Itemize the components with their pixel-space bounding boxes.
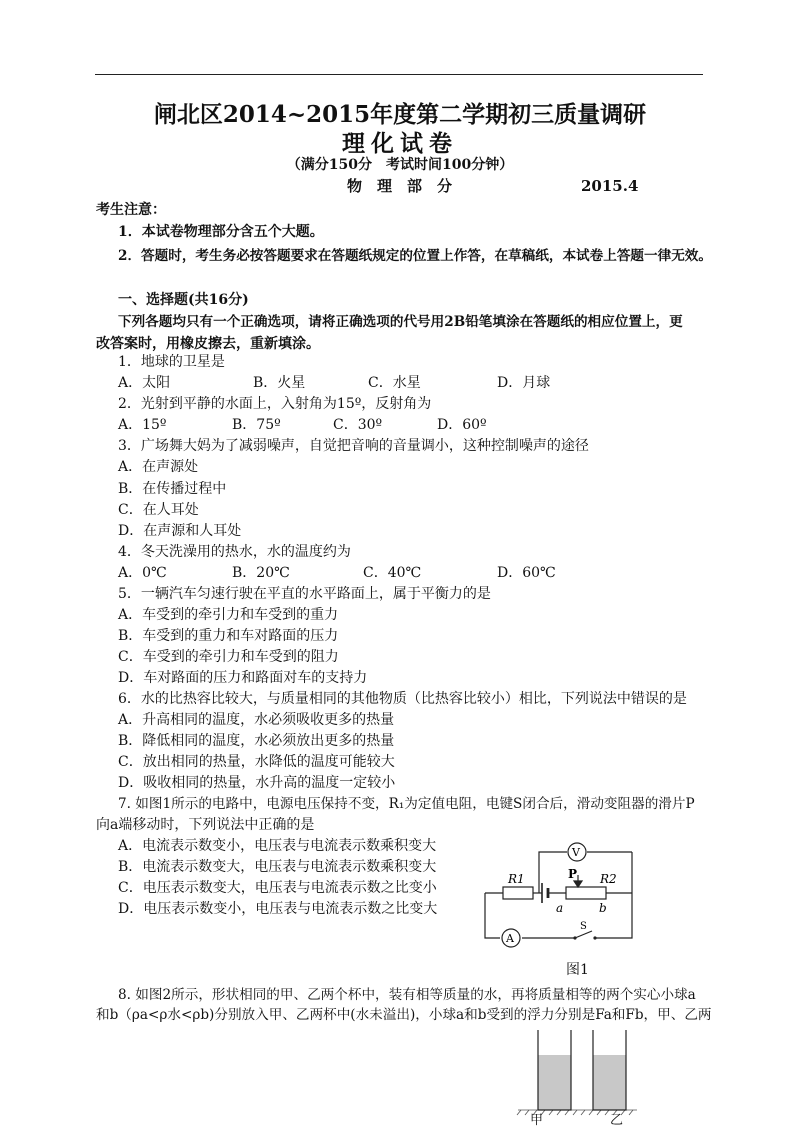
top-rule (95, 74, 703, 75)
q3-option-d: D．在声源和人耳处 (118, 523, 242, 539)
part1-heading: 一、选择题(共16分) (118, 292, 249, 308)
slider-label: P (568, 867, 578, 881)
resistor-r1 (503, 887, 533, 899)
q8-stem-2: 和b（ρa<ρ水<ρb)分别放入甲、乙两杯中(水未溢出)，小球a和b受到的浮力分别是Fa和Fb，甲、乙两 (96, 1007, 712, 1023)
q7-stem-2: 向a端移动时，下列说法中正确的是 (96, 817, 315, 833)
cup-left-water (538, 1055, 571, 1110)
terminal-a-label: a (556, 901, 564, 915)
part1-instruction-1: 下列各题均只有一个正确选项，请将正确选项的代号用2B铅笔填涂在答题纸的相应位置上，更 (118, 314, 683, 330)
q7-stem-1: 7. 如图1所示的电路中，电源电压保持不变，R₁为定值电阻，电键S闭合后，滑动变阻器的滑片P (118, 796, 695, 812)
q4-option-a: A．0℃ (118, 565, 167, 581)
q6-option-a: A．升高相同的温度，水必须吸收更多的热量 (118, 712, 395, 728)
q3-option-b: B．在传播过程中 (118, 481, 227, 497)
q5-option-c: C．车受到的牵引力和车受到的阻力 (118, 649, 339, 665)
q2-stem: 2．光射到平静的水面上，入射角为15º，反射角为 (118, 396, 432, 412)
exam-subtitle: （满分150分 考试时间100分钟） (286, 157, 514, 173)
q7-option-d: D．电压表示数变小，电压表与电流表示数之比变大 (118, 901, 438, 917)
section-label: 物 理 部 分 (347, 177, 453, 195)
q5-option-b: B．车受到的重力和车对路面的压力 (118, 628, 339, 644)
r2-label: R2 (600, 872, 617, 886)
q7-option-c: C．电压表示数变大，电压表与电流表示数之比变小 (118, 880, 437, 896)
q6-option-b: B．降低相同的温度，水必须放出更多的热量 (118, 733, 395, 749)
part1-instruction-2: 改答案时，用橡皮擦去，重新填涂。 (96, 336, 320, 352)
resistor-r2 (566, 887, 606, 899)
exam-date: 2015.4 (581, 177, 639, 195)
q3-option-a: A．在声源处 (118, 459, 199, 475)
q2-option-b: B．75º (232, 417, 281, 433)
voltmeter-label: V (572, 846, 580, 859)
exam-title: 闸北区2014~2015年度第二学期初三质量调研 (153, 101, 647, 128)
circuit-figure (470, 840, 650, 955)
q4-option-b: B．20℃ (232, 565, 290, 581)
q1-option-b: B．火星 (253, 375, 306, 391)
q1-option-d: D．月球 (497, 375, 551, 391)
q5-stem: 5．一辆汽车匀速行驶在平直的水平路面上，属于平衡力的是 (118, 586, 491, 602)
q2-option-a: A．15º (118, 417, 167, 433)
cup-left-label: 甲 (530, 1113, 544, 1128)
q8-stem-1: 8. 如图2所示，形状相同的甲、乙两个杯中，装有相等质量的水，再将质量相等的两个实心小球a (118, 987, 696, 1003)
r1-label: R1 (508, 872, 525, 886)
q3-stem: 3．广场舞大妈为了减弱噪声，自觉把音响的音量调小，这种控制噪声的途径 (118, 438, 589, 454)
q2-option-c: C．30º (333, 417, 383, 433)
q6-option-d: D．吸收相同的热量，水升高的温度一定较小 (118, 775, 396, 791)
q4-stem: 4．冬天洗澡用的热水，水的温度约为 (118, 544, 351, 560)
q1-stem: 1．地球的卫星是 (118, 354, 225, 370)
q7-option-b: B．电流表示数变大，电压表与电流表示数乘积变大 (118, 859, 437, 875)
ammeter-label: A (506, 932, 514, 945)
q5-option-a: A．车受到的牵引力和车受到的重力 (118, 607, 339, 623)
exam-subject-title: 理化试卷 (342, 130, 458, 157)
q5-option-d: D．车对路面的压力和路面对车的支持力 (118, 670, 368, 686)
cup-right-water (593, 1055, 626, 1110)
q4-option-c: C．40℃ (363, 565, 422, 581)
q4-option-d: D．60℃ (497, 565, 556, 581)
q1-option-a: A．太阳 (118, 375, 171, 391)
notice-heading: 考生注意： (96, 202, 166, 218)
q6-stem: 6．水的比热容比较大，与质量相同的其他物质（比热容比较小）相比，下列说法中错误的是 (118, 691, 687, 707)
q6-option-c: C．放出相同的热量，水降低的温度可能较大 (118, 754, 395, 770)
cup-right-label: 乙 (610, 1113, 624, 1128)
q7-option-a: A．电流表示数变小，电压表与电流表示数乘积变大 (118, 838, 437, 854)
q1-option-c: C．水星 (368, 375, 421, 391)
terminal-b-label: b (599, 901, 607, 915)
figure1-caption: 图1 (566, 962, 589, 978)
notice-item-1: 1．本试卷物理部分含五个大题。 (118, 224, 324, 240)
q3-option-c: C．在人耳处 (118, 502, 199, 518)
switch-label: S (580, 921, 587, 932)
q2-option-d: D．60º (437, 417, 487, 433)
cups-figure (515, 1028, 640, 1118)
notice-item-2: 2．答题时，考生务必按答题要求在答题纸规定的位置上作答，在草稿纸，本试卷上答题一律无效。 (118, 248, 712, 264)
